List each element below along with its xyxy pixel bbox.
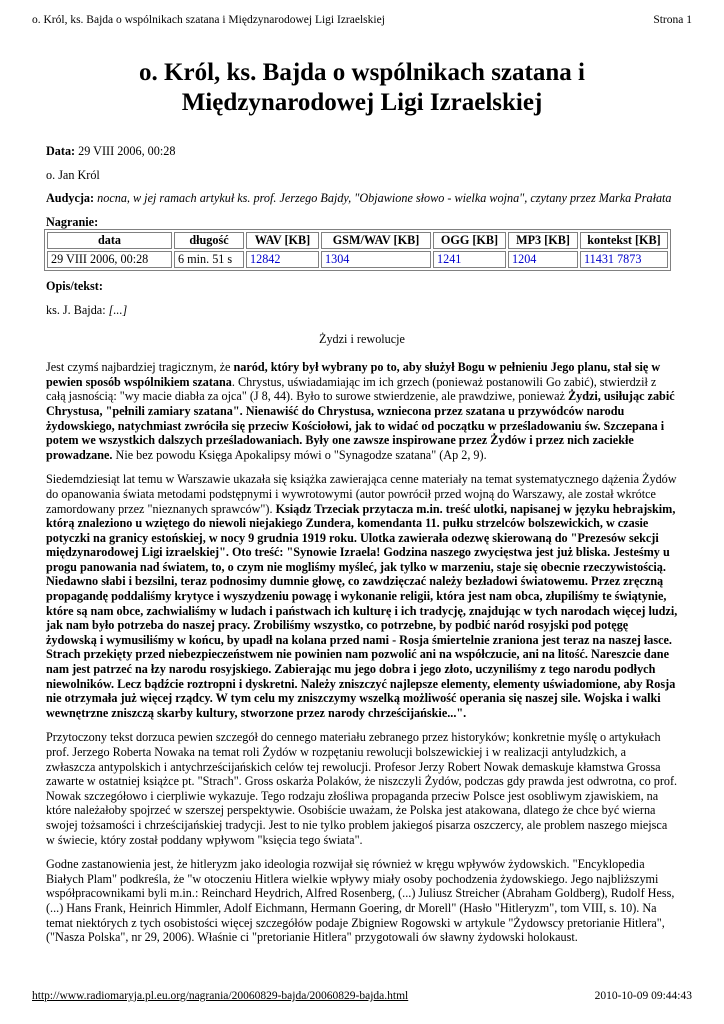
paragraph-1 xyxy=(46,360,678,462)
table-header-row xyxy=(47,232,668,249)
col-header-date: data xyxy=(47,232,172,249)
col-header-wav: WAV [KB] xyxy=(246,232,319,249)
table-row xyxy=(47,251,668,268)
cell-gsm xyxy=(321,251,431,268)
audience-value: nocna, w jej ramach artykuł ks. prof. Jerzego Bajdy, "Objawione słowo - wielka wojna", czytany przez Marka Prałata xyxy=(97,191,672,206)
gsm-link[interactable]: 1304 xyxy=(325,252,350,267)
col-header-gsm: GSM/WAV [KB] xyxy=(321,232,431,249)
cell-mp3 xyxy=(508,251,578,268)
col-header-ogg: OGG [KB] xyxy=(433,232,506,249)
p2-text-1: Siedemdziesiąt lat temu w Warszawie ukazała się książka zawierająca cenne materiały na temat systematycznego dążenia Żydów do opanowania świata metodami podstępnymi i wywrotowymi (autor powrócił przed wojną do Warszawy, ale został wkrótce zamordowany przez "nieznanych sprawców"). xyxy=(46,472,677,516)
footer-url[interactable]: http://www.radiomaryja.pl.eu.org/nagrania/20060829-bajda/20060829-bajda.html xyxy=(32,990,409,1002)
section-title: Żydzi i rewolucje xyxy=(319,331,405,346)
print-header-title: o. Król, ks. Bajda o wspólnikach szatana i Międzynarodowej Ligi Izraelskiej xyxy=(32,14,385,26)
footer-timestamp: 2010-10-09 09:44:43 xyxy=(594,990,692,1002)
col-header-context: kontekst [KB] xyxy=(580,232,668,249)
speaker-elision: [...] xyxy=(108,302,128,317)
context-link[interactable]: 11431 7873 xyxy=(584,252,642,267)
p2-bold-1: Ksiądz Trzeciak przytacza m.in. treść ulotki, napisanej w języku hebrajskim, którą znaleziono u wziętego do niewoli niejakiego Zundera, komendanta 11. pułku strzelców bolszewickich, w czasie potyczki na granicy estońskiej, w nocy 9 grudnia 1919 roku. Ulotka zawierała odezwę skierowaną do "Prezesów sekcji międzynarodowej Ligi izraelskiej". Oto treść: "Synowie Izraela! Godzina naszego zwycięstwa jest już bliska. Jesteśmy u progu panowania nad światem, to, o czym nie mogliśmy myśleć, jak tylko w marzeniu, staje się obecnie rzeczywistością. Niedawno słabi i bezsilni, teraz podnosimy dumnie głowę, co zawdzięczać należy bezładowi światowemu. Przez zręczną propagandę poddaliśmy krytyce i wyszydzeniu powagę i wykonanie religii, która jest nam obca, złupiliśmy te świątynie, które są nam obce, zachwialiśmy w ludach i państwach ich kulturę i ich tradycję, znajdując w tych narodach więcej ludzi, jak nam było potrzeba do naszej pracy. Zrobiliśmy wszystko, co potrzebne, by podbić naród rosyjski pod potęgę żydowską i wymusiliśmy w końcu, by upadł na kolana przed nami - Rosja śmiertelnie zraniona jest teraz na naszej łasce. Strach przekięty przed niebezpieczeństwem nie powinien nam pozwolić ani na współczucie, ani na litość. Nareszcie dane nam jest patrzeć na łzy narodu rosyjskiego. Zabierając mu jego dobra i jego złoto, uczyniliśmy z tego narodu podłych niewolników. Lecz bądźcie roztropni i dyskretni. Należy zniszczyć najlepsze elementy, elementy uświadomione, aby Rosja nie otrzymała już więcej rządcy. W tym celu my zniszczymy wszelką możliwość operania się naszej sile. Wojska i walki wewnętrzne zniszczą skarby kultury, stworzone przez narody chrześcijańskie...". xyxy=(46,501,678,720)
print-header-page: Strona 1 xyxy=(653,14,692,26)
wav-link[interactable]: 12842 xyxy=(250,252,281,267)
p1-text-2: . Chrystus, uświadamiając im ich grzech (ponieważ postanowili Go zabić), stwierdził z całą jasnością: "wy macie diabła za ojca" (J 8, 44). Było to surowe stwierdzenie, ale prawdziwe, ponieważ xyxy=(46,374,657,404)
p1-bold-2: Żydzi, usiłując zabić Chrystusa, "pełnili zamiary szatana". Nienawiść do Chrystusa, wzniecona przez szatana u przywódców narodu żydowskiego, natychmiast zwróciła się przeciw Kościołowi, jak to widać od początku w prześladowaniu św. Szczepana i potem we wszystkich dalszych prześladowaniach. Były one zawsze inspirowane przez Żydów i przez nich zaciekłe prowadzane. xyxy=(46,389,675,462)
date-label: Data: xyxy=(46,144,76,158)
p1-bold-1: naród, który był wybrany po to, aby służył Bogu w pełnieniu Jego planu, stał się w pewien sposób wspólnikiem szatana xyxy=(46,360,661,389)
date-value: 29 VIII 2006, 00:28 xyxy=(78,144,176,158)
speaker-name: ks. J. Bajda: xyxy=(46,302,106,317)
document-body xyxy=(46,58,678,955)
audience-label: Audycja: xyxy=(46,191,95,206)
date-line xyxy=(46,144,678,159)
cell-wav xyxy=(246,251,319,268)
print-footer xyxy=(32,990,692,1002)
page-title: o. Król, ks. Bajda o wspólnikach szatana i Międzynarodowej Ligi Izraelskiej xyxy=(139,59,585,116)
p1-text-3: Nie bez powodu Księga Apokalipsy mówi o "Synagodze szatana" (Ap 2, 9). xyxy=(112,447,487,462)
p1-text-1: Jest czymś najbardziej tragicznym, że xyxy=(46,360,234,375)
cell-date: 29 VIII 2006, 00:28 xyxy=(47,251,172,268)
cell-context xyxy=(580,251,668,268)
paragraph-4: Godne zastanowienia jest, że hitleryzm jako ideologia rozwijał się również w kręgu wpływów żydowskich. "Encyklopedia Białych Plam" podkreśla, że "w otoczeniu Hitlera wielkie wpływy miały osoby pochodzenia żydowskiego. Jego najbliższymi współpracownikami byli m.in.: Reinchard Heydrich, Alfred Rosenberg, (...) Juliusz Streicher (Abraham Goldberg), Rudolf Hess, (...) Hans Frank, Heinrich Himmler, Adolf Eichmann, Hermann Goering, dr Morell" (Hasło "Hitleryzm", tom VIII, s. 10). Na temat niektórych z tych osobistości więcej szczegółów podaje Zbigniew Rogowski w artykule "Żydowscy pretorianie Hitlera", ("Nasza Polska", nr 29, 2006). Właśnie ci "pretorianie Hitlera" przygotowali ów sławny żydowski holokaust. xyxy=(46,857,675,945)
recording-label: Nagranie: xyxy=(46,214,99,229)
cell-length: 6 min. 51 s xyxy=(174,251,244,268)
description-label: Opis/tekst: xyxy=(46,279,103,294)
col-header-length: długość xyxy=(174,232,244,249)
paragraph-2 xyxy=(46,472,678,720)
mp3-link[interactable]: 1204 xyxy=(512,252,537,267)
paragraph-3: Przytoczony tekst dorzuca pewien szczegół do cennego materiału zebranego przez historyków; konkretnie myślę o artykułach prof. Jerzego Roberta Nowaka na temat roli Żydów w rozpętaniu rewolucji bolszewickiej i w realizacji antyludzkich, a zwłaszcza antypolskich i antychrześcijańskich celów tej rewolucji. Profesor Jerzy Robert Nowak demaskuje kłamstwa Grossa zawarte w ostatniej książce pt. "Strach". Gross oskarża Polaków, że niszczyli Żydów, podczas gdy prawda jest odwrotna, co prof. Nowak szczegółowo i cierpliwie wykazuje. Tego rodzaju złośliwa propaganda przeciw Polsce jest osobliwym zjawiskiem, na które należałoby spojrzeć w szerszej perspektywie. Osobiście uważam, że Polska jest atakowana, dlatego że chce być wierna swojej tożsamości i chrześcijańskiej tradycji. Jest to nie tylko problem jakiegoś pisarza oszczercy, ale problem naszego miejsca w świecie, który został poddany wpływom "księcia tego świata". xyxy=(46,730,678,847)
ogg-link[interactable]: 1241 xyxy=(437,252,462,267)
recording-table xyxy=(44,229,671,271)
cell-ogg xyxy=(433,251,506,268)
print-header xyxy=(32,14,692,26)
audience-line xyxy=(46,191,678,206)
col-header-mp3: MP3 [KB] xyxy=(508,232,578,249)
speaker-line xyxy=(46,303,678,318)
author-line: o. Jan Król xyxy=(46,167,100,182)
